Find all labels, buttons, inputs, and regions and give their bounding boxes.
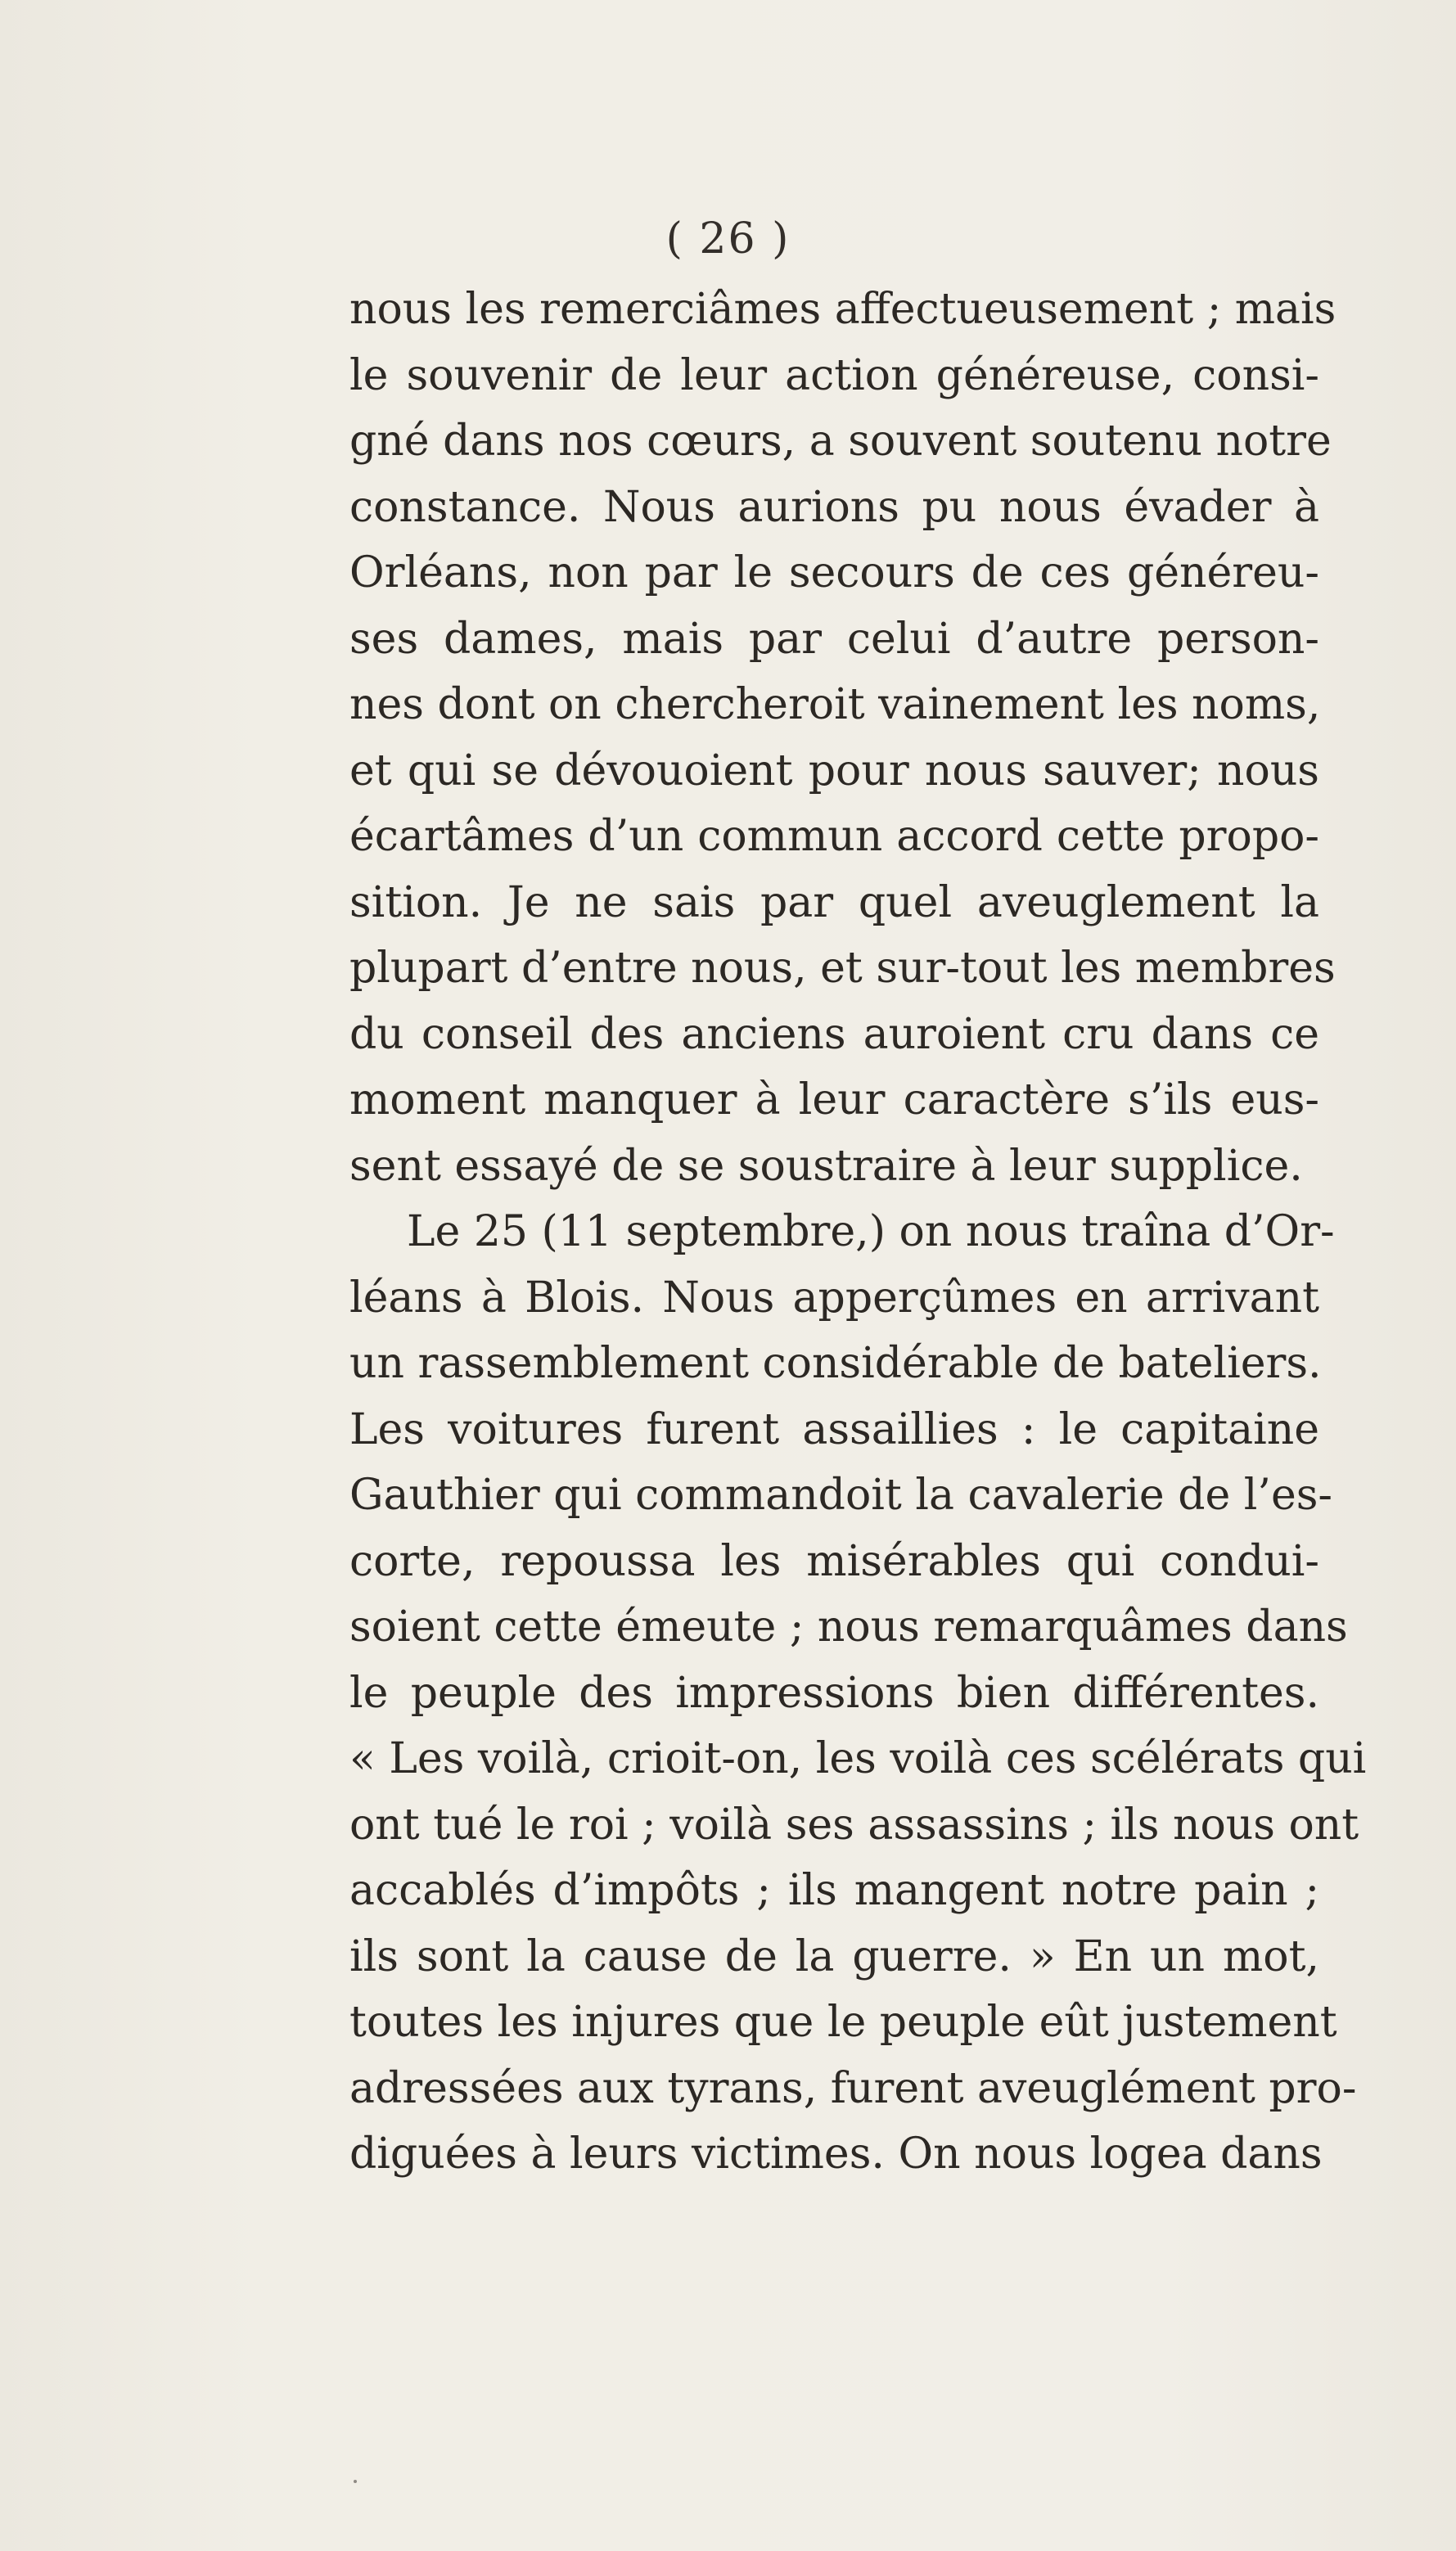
text-line: ils sont la cause de la guerre. » En un mot,: [349, 1931, 1319, 1981]
text-line: Le 25 (11 septembre,) on nous traîna d’Or-: [407, 1207, 1335, 1256]
text-line: du conseil des anciens auroient cru dans ce: [349, 1009, 1319, 1059]
text-line: Orléans, non par le secours de ces généreu-: [349, 548, 1319, 597]
text-line: ses dames, mais par celui d’autre person-: [349, 614, 1319, 664]
text-line: constance. Nous aurions pu nous évader à: [349, 482, 1319, 532]
text-line: sition. Je ne sais par quel aveuglement la: [349, 877, 1319, 927]
text-line: et qui se dévouoient pour nous sauver; nous: [349, 746, 1319, 795]
body-text: [349, 277, 1367, 2188]
text-line: moment manquer à leur caractère s’ils eus-: [349, 1075, 1319, 1125]
text-line: adressées aux tyrans, furent aveuglément pro-: [349, 2063, 1357, 2113]
text-line: corte, repoussa les misérables qui condui-: [349, 1536, 1319, 1586]
text-line: ont tué le roi ; voilà ses assassins ; ils nous ont: [349, 1800, 1359, 1850]
text-line: accablés d’impôts ; ils mangent notre pain ;: [349, 1866, 1319, 1915]
text-line: le peuple des impressions bien différentes.: [349, 1668, 1319, 1718]
paper-speck: [354, 2480, 357, 2483]
text-line: diguées à leurs victimes. On nous logea dans: [349, 2130, 1323, 2179]
text-line: soient cette émeute ; nous remarquâmes dans: [349, 1602, 1348, 1652]
text-line: un rassemblement considérable de bateliers.: [349, 1339, 1322, 1388]
text-line: écartâmes d’un commun accord cette propo-: [349, 812, 1319, 861]
text-line: toutes les injures que le peuple eût justement: [349, 1998, 1337, 2047]
text-line: sent essayé de se soustraire à leur supplice.: [349, 1141, 1303, 1191]
text-line: gné dans nos cœurs, a souvent soutenu notre: [349, 417, 1332, 466]
text-line: Gauthier qui commandoit la cavalerie de l’es-: [349, 1471, 1332, 1520]
text-line: léans à Blois. Nous apperçûmes en arrivant: [349, 1273, 1319, 1323]
page-number: ( 26 ): [665, 214, 791, 264]
text-line: « Les voilà, crioit-on, les voilà ces scélérats qui: [349, 1734, 1367, 1783]
text-line: nous les remerciâmes affectueusement ; mais: [349, 285, 1337, 334]
text-line: nes dont on chercheroit vainement les noms,: [349, 680, 1321, 729]
text-line: le souvenir de leur action généreuse, consi-: [349, 350, 1319, 400]
text-line: plupart d’entre nous, et sur-tout les membres: [349, 944, 1336, 993]
text-line: Les voitures furent assaillies : le capitaine: [349, 1404, 1319, 1454]
